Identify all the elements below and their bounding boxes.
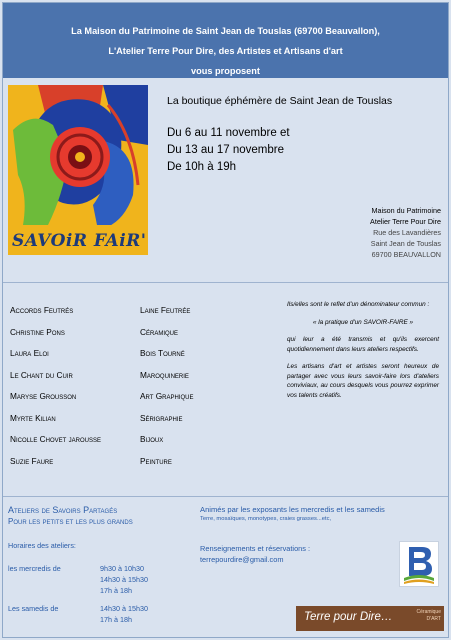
ateliers-heading (8, 505, 133, 527)
date-line-2: Du 13 au 17 novembre (167, 144, 284, 156)
ateliers-title: Ateliers de Savoirs Partagés (8, 505, 118, 515)
logo-text: SAVOiR FAiR' (12, 231, 147, 251)
list-item: Laine Feutrée (140, 305, 191, 315)
animes-sub: Terre, mosaïques, monotypes, craies grasses...etc, (200, 516, 332, 522)
tpd-small-1: Céramique (416, 609, 441, 615)
quote-paragraph-3: qui leur a été transmis et qu'ils exercent quotidiennement dans leurs ateliers respectifs. (287, 336, 439, 353)
tpd-small (417, 609, 441, 623)
address-org-1: Maison du Patrimoine (371, 206, 441, 215)
divider (3, 282, 448, 283)
list-item: Bois Tourné (140, 348, 185, 358)
list-item: Peinture (140, 455, 172, 466)
time-slot: 14h30 à 15h30 (100, 575, 148, 584)
exhibitor-names (10, 300, 101, 472)
hands-illustration-icon (8, 85, 148, 255)
mercredis-times (100, 563, 148, 596)
time-slot: 9h30 à 10h30 (100, 564, 144, 573)
list-item: Maryse Grousson (10, 391, 77, 401)
address-street: Rue des Lavandières (373, 228, 441, 237)
event-title: La boutique éphémère de Saint Jean de Touslas (167, 95, 393, 107)
beauvallon-logo (399, 541, 439, 587)
date-line-1: Du 6 au 11 novembre et (167, 127, 290, 139)
header-line-2: L'Atelier Terre Pour Dire, des Artistes et Artisans d'art (108, 46, 343, 56)
date-line-3: De 10h à 19h (167, 161, 237, 173)
savoir-fair-logo (8, 85, 148, 255)
contact-email[interactable]: terrepourdire@gmail.com (200, 555, 284, 564)
ateliers-subtitle: Pour les petits et les plus grands (8, 517, 133, 526)
contact-block (200, 543, 310, 565)
list-item: Bijoux (140, 434, 164, 444)
samedis-times (100, 603, 148, 625)
list-item: Laura Eloi (10, 348, 49, 358)
exhibitor-crafts (140, 300, 194, 472)
horaires-label: Horaires des ateliers: (8, 541, 76, 550)
terre-pour-dire-logo (296, 606, 444, 631)
beauvallon-b-icon (400, 542, 438, 586)
description-text (287, 300, 439, 408)
time-slot: 17h à 18h (100, 615, 132, 624)
time-slot: 17h à 18h (100, 586, 132, 595)
list-item: Le Chant du Cuir (10, 369, 73, 380)
time-slot: 14h30 à 15h30 (100, 604, 148, 613)
tpd-small-2: D'ART (426, 616, 441, 622)
mercredis-label: les mercredis de (8, 564, 61, 573)
list-item: Christine Pons (10, 326, 65, 337)
list-item: Accords Feutrés (10, 305, 74, 315)
animes-line: Animés par les exposants les mercredis et les samedis (200, 505, 385, 514)
address-zip: 69700 BEAUVALLON (371, 250, 441, 259)
list-item: Sérigraphie (140, 412, 183, 423)
header-line-3: vous proposent (191, 66, 260, 76)
animes-block (200, 505, 385, 522)
header-line-1: La Maison du Patrimoine de Saint Jean de Touslas (69700 Beauvallon), (71, 26, 380, 36)
tpd-main: Terre pour Dire… (304, 611, 393, 623)
list-item: Art Graphique (140, 391, 194, 401)
samedis-label: Les samedis de (8, 604, 59, 613)
quote-paragraph-2: « la pratique d'un SAVOIR-FAIRE » (312, 318, 414, 326)
quote-paragraph-1: Ils/elles sont le reflet d'un dénominateur commun : (287, 301, 430, 308)
list-item: Suzie Faure (10, 455, 54, 466)
list-item: Céramique (140, 326, 178, 337)
address-town: Saint Jean de Touslas (370, 239, 441, 248)
divider (3, 496, 448, 497)
quote-paragraph-4: Les artisans d'art et artistes seront heureux de partager avec vous leurs savoir-faire lors d'ateliers conviviaux, au cours desquels vous pourrez exprimer vos talents créatifs. (287, 363, 439, 399)
list-item: Nicolle Chovet jarousse (10, 434, 101, 444)
address-org-2: Atelier Terre Pour Dire (370, 217, 441, 226)
list-item: Myrte Kilian (10, 412, 56, 423)
list-item: Maroquinerie (140, 369, 189, 380)
header-banner (3, 3, 448, 78)
contact-label: Renseignements et réservations : (200, 544, 311, 553)
address-block (370, 205, 441, 260)
event-dates (167, 125, 290, 176)
